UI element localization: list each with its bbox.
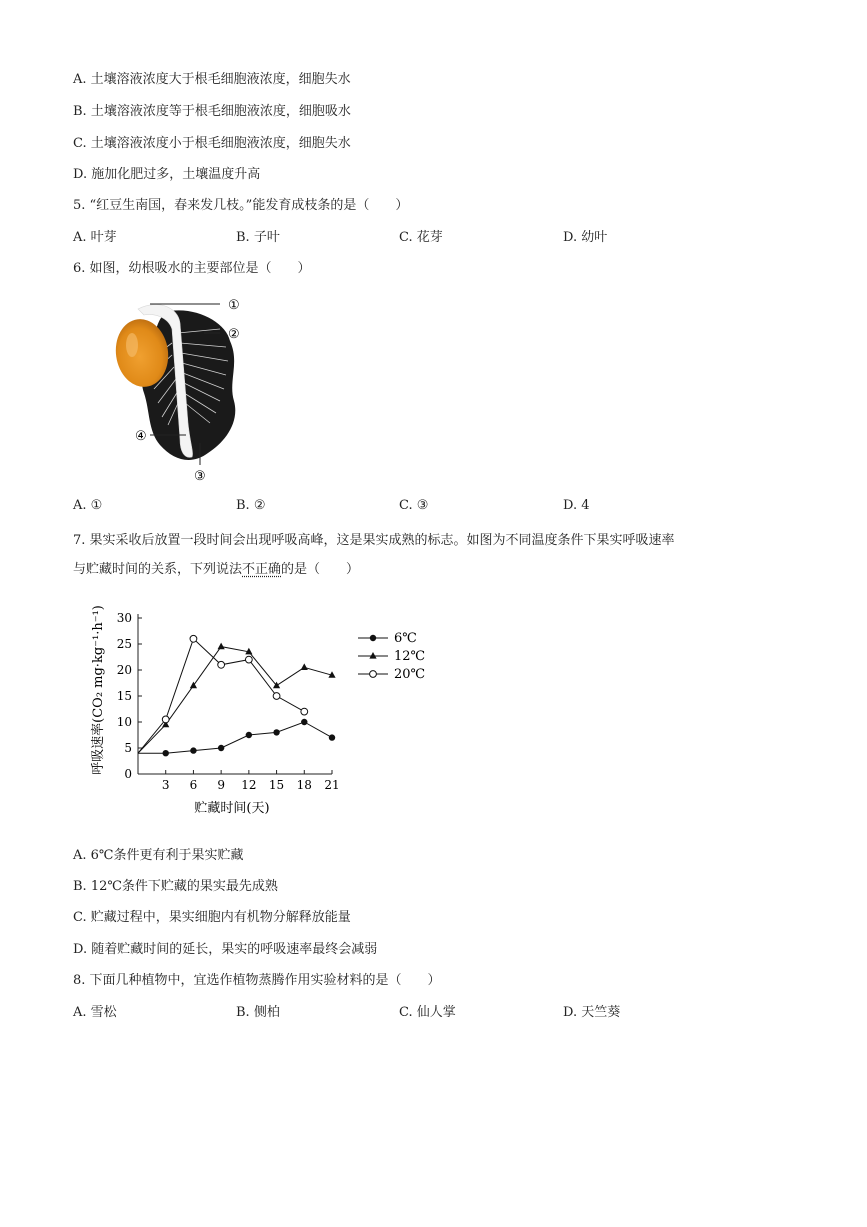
y-tick-label-25: 25 <box>116 637 132 651</box>
point-s0-7 <box>329 734 335 740</box>
q8-option-c: C. 仙人掌 <box>399 1005 456 1020</box>
q6-option-b: B. ② <box>236 498 266 513</box>
respiration-chart <box>82 598 442 823</box>
q4-option-c: C. 土壤溶液浓度小于根毛细胞液浓度，细胞失水 <box>73 136 351 151</box>
y-tick-label-10: 10 <box>116 715 132 729</box>
q4-option-a: A. 土壤溶液浓度大于根毛细胞液浓度，细胞失水 <box>73 72 351 87</box>
q5-option-a: A. 叶芽 <box>73 230 117 245</box>
point-s0-1 <box>163 750 169 756</box>
figure-label-1: ① <box>228 298 240 313</box>
q5-option-b: B. 子叶 <box>236 230 280 245</box>
q8-option-b: B. 侧柏 <box>236 1005 280 1020</box>
y-tick-label-5: 5 <box>124 741 132 755</box>
figure-label-3: ③ <box>194 469 206 484</box>
x-tick-label-12: 12 <box>241 778 257 792</box>
point-s1-3 <box>218 643 225 650</box>
x-tick-label-6: 6 <box>189 778 198 792</box>
legend-marker-0 <box>370 635 376 641</box>
point-s0-3 <box>218 745 224 751</box>
chart-xlabel: 贮藏时间(天) <box>194 801 270 816</box>
q7-stem-line2: 与贮藏时间的关系，下列说法不正确的是（ ） <box>73 562 360 577</box>
q4-option-d: D. 施加化肥过多，土壤温度升高 <box>73 167 261 182</box>
point-s0-2 <box>190 747 196 753</box>
seedling-figure <box>108 293 258 485</box>
x-tick-label-3: 3 <box>161 778 170 792</box>
y-tick-label-0: 0 <box>124 767 132 781</box>
q8-option-d: D. 天竺葵 <box>563 1005 621 1020</box>
x-tick-label-18: 18 <box>296 778 312 792</box>
q8-stem: 8. 下面几种植物中，宜选作植物蒸腾作用实验材料的是（ ） <box>73 973 441 988</box>
y-tick-label-20: 20 <box>116 663 132 677</box>
legend-label-2: 20℃ <box>394 667 426 682</box>
q8-option-a: A. 雪松 <box>73 1005 117 1020</box>
q7-option-c: C. 贮藏过程中，果实细胞内有机物分解释放能量 <box>73 910 351 925</box>
point-s0-5 <box>273 729 279 735</box>
q4-option-b: B. 土壤溶液浓度等于根毛细胞液浓度，细胞吸水 <box>73 104 351 119</box>
point-s2-3 <box>218 661 225 668</box>
q7-stem-line1: 7. 果实采收后放置一段时间会出现呼吸高峰，这是果实成熟的标志。如图为不同温度条件下果实呼吸速率 <box>73 533 675 548</box>
point-s2-4 <box>245 656 252 663</box>
q6-stem: 6. 如图，幼根吸水的主要部位是（ ） <box>73 261 311 276</box>
q6-option-c: C. ③ <box>399 498 429 513</box>
y-tick-label-30: 30 <box>116 611 132 625</box>
point-s2-5 <box>273 693 280 700</box>
q5-option-d: D. 幼叶 <box>563 230 608 245</box>
legend-marker-1 <box>369 652 376 659</box>
x-tick-label-15: 15 <box>268 778 285 792</box>
figure-label-2: ② <box>228 327 240 342</box>
q6-option-a: A. ① <box>73 498 103 513</box>
point-s0-4 <box>246 732 252 738</box>
q7-option-a: A. 6℃条件更有利于果实贮藏 <box>73 848 244 863</box>
x-tick-label-9: 9 <box>217 778 225 792</box>
legend-label-1: 12℃ <box>394 649 426 664</box>
y-tick-label-15: 15 <box>116 689 132 703</box>
q6-option-d: D. 4 <box>563 498 590 513</box>
point-s0-6 <box>301 719 307 725</box>
x-tick-label-21: 21 <box>324 778 340 792</box>
point-s2-6 <box>301 708 308 715</box>
point-s2-2 <box>190 635 197 642</box>
chart-ylabel: 呼吸速率(CO₂ mg·kg⁻¹·h⁻¹) <box>91 605 106 775</box>
q5-option-c: C. 花芽 <box>399 230 443 245</box>
legend-label-0: 6℃ <box>394 631 417 646</box>
figure-label-4: ④ <box>135 429 147 444</box>
point-s2-1 <box>162 716 169 723</box>
q5-stem: 5. “红豆生南国，春来发几枝。”能发育成枝条的是（ ） <box>73 198 409 213</box>
q7-emphasis: 不正确 <box>242 562 282 577</box>
legend-marker-2 <box>370 671 377 678</box>
q7-option-d: D. 随着贮藏时间的延长，果实的呼吸速率最终会减弱 <box>73 942 378 957</box>
q7-option-b: B. 12℃条件下贮藏的果实最先成熟 <box>73 879 278 894</box>
point-s1-6 <box>301 663 308 670</box>
